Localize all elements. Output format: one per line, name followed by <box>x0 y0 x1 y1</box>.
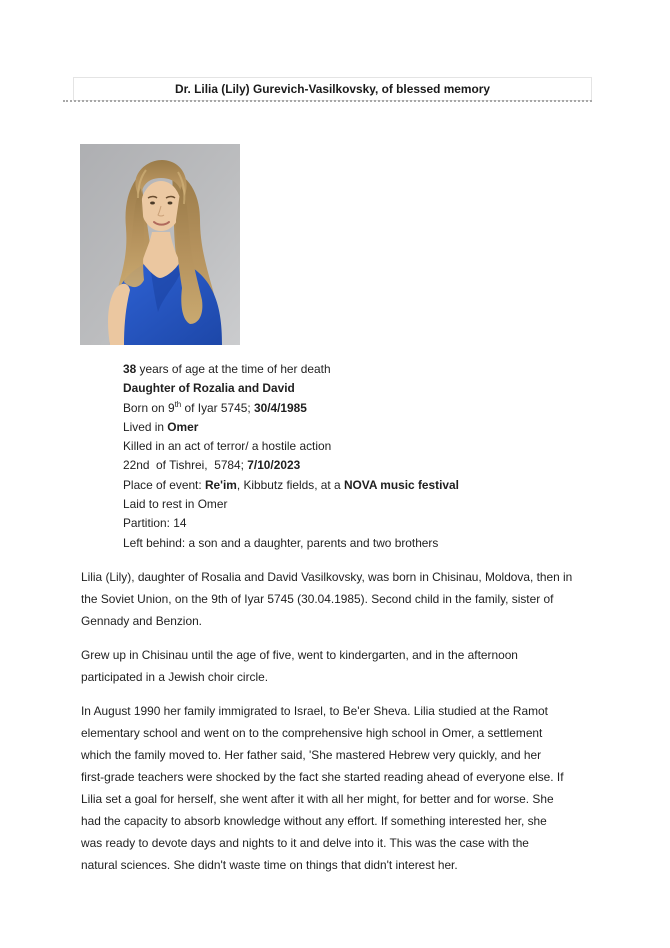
paragraph-line: had the capacity to absorb knowledge without any effort. If something interested her, she <box>81 814 547 828</box>
paragraph-line: participated in a Jewish choir circle. <box>81 670 269 684</box>
detail-segment: Left behind: a son and a daughter, parents and two brothers <box>123 535 439 550</box>
detail-segment: Place of event: <box>123 477 205 492</box>
detail-segment: 22nd of Tishrei, 5784; <box>123 458 248 473</box>
biography <box>81 566 601 888</box>
paragraph <box>81 644 601 688</box>
detail-segment: NOVA music festival <box>343 477 459 492</box>
paragraph-line: Lilia set a goal for herself, she went after it with all her might, for better and for worse. She <box>81 792 554 806</box>
detail-line <box>123 514 459 533</box>
detail-line <box>123 360 459 379</box>
detail-segment: years of age at the time of her death <box>136 362 331 376</box>
detail-line <box>123 476 459 495</box>
detail-line <box>123 399 459 418</box>
detail-segment: of Iyar 5745; <box>181 400 254 415</box>
detail-line <box>123 456 459 475</box>
detail-line <box>123 379 459 398</box>
details-list <box>123 360 459 553</box>
paragraph-line: was ready to devote days and nights to it and delve into it. This was the case with the <box>81 836 529 850</box>
detail-line <box>123 418 459 437</box>
detail-line <box>123 495 459 514</box>
detail-segment: th <box>174 399 182 409</box>
paragraph-line: the Soviet Union, on the 9th of Iyar 5745 (30.04.1985). Second child in the family, sister of <box>81 592 554 606</box>
paragraph-line: which the family moved to. Her father said, 'She mastered Hebrew very quickly, and her <box>81 748 542 762</box>
detail-segment: Re'im <box>204 477 237 492</box>
dotted-divider <box>63 100 592 102</box>
detail-segment: Partition: 14 <box>123 516 187 531</box>
detail-segment: Killed in an act of terror/ a hostile action <box>123 439 332 454</box>
page-title: Dr. Lilia (Lily) Gurevich-Vasilkovsky, of blessed memory <box>174 82 490 96</box>
eye-left <box>150 202 155 205</box>
portrait-photo <box>80 144 240 345</box>
title-box <box>73 77 592 101</box>
detail-line <box>123 534 459 553</box>
detail-line <box>123 437 459 456</box>
paragraph-line: elementary school and went on to the comprehensive high school in Omer, a settlement <box>81 726 543 740</box>
detail-segment: 7/10/2023 <box>247 458 301 473</box>
paragraph-line: Grew up in Chisinau until the age of five, went to kindergarten, and in the afternoon <box>81 648 518 662</box>
eye-right <box>168 202 173 205</box>
detail-segment: , Kibbutz fields, at a <box>236 477 344 492</box>
paragraph-line: first-grade teachers were shocked by the fact she started reading ahead of everyone else. If <box>81 770 564 784</box>
detail-segment: 38 <box>123 362 137 376</box>
paragraph <box>81 700 601 876</box>
paragraph <box>81 566 601 632</box>
paragraph-line: Gennady and Benzion. <box>81 614 202 628</box>
paragraph-line: In August 1990 her family immigrated to Israel, to Be'er Sheva. Lilia studied at the Ramot <box>81 704 548 718</box>
detail-segment: Daughter of Rozalia and David <box>123 381 295 396</box>
detail-segment: Born on 9 <box>123 400 175 415</box>
paragraph-line: natural sciences. She didn't waste time on things that didn't interest her. <box>81 858 458 872</box>
detail-segment: Lived in <box>123 419 168 434</box>
detail-segment: Omer <box>167 419 199 434</box>
detail-segment: Laid to rest in Omer <box>123 497 228 512</box>
paragraph-line: Lilia (Lily), daughter of Rosalia and David Vasilkovsky, was born in Chisinau, Moldova, then in <box>81 570 573 584</box>
detail-segment: 30/4/1985 <box>253 400 307 415</box>
